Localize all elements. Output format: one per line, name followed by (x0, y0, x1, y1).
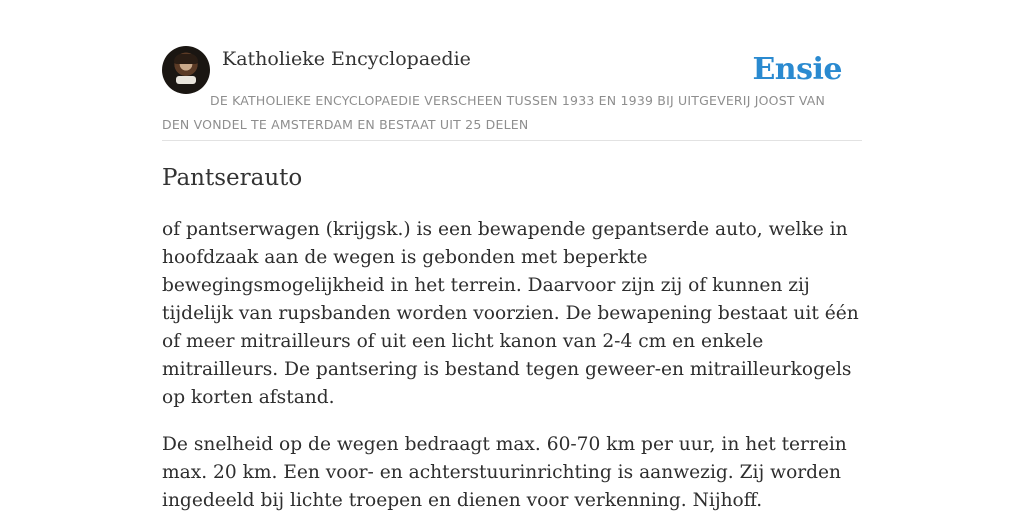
encyclopedia-avatar[interactable] (162, 46, 210, 94)
article-paragraph: De snelheid op de wegen bedraagt max. 60-70 km per uur, in het terrein max. 20 km. Een voor- en achterstuurinrichting is aanwezig. Zij worden ingedeeld bij lichte troepen en dienen voor verkenning. Nijhoff. (162, 434, 847, 511)
site-header (162, 46, 862, 141)
article-paragraph: of pantserwagen (krijgsk.) is een bewapende gepantserde auto, welke in hoofdzaak aan de wegen is gebonden met beperkte bewegingsmogelijkheid in het terrein. Daarvoor zijn zij of kunnen zij tijdelijk van rupsbanden worden voorzien. De bewapening bestaat uit één of meer mitrailleurs of uit een licht kanon van 2-4 cm en enkele mitrailleurs. De pantsering is bestand tegen geweer-en mitrailleurkogels op korten afstand. (162, 219, 859, 408)
avatar-hair (174, 54, 198, 64)
article-title: Pantserauto (162, 165, 303, 191)
encyclopedia-name-link[interactable]: Katholieke Encyclopaedie (222, 48, 471, 70)
ensie-logo-link[interactable]: Ensie (752, 52, 842, 87)
encyclopedia-description: DE KATHOLIEKE ENCYCLOPAEDIE VERSCHEEN TUSSEN 1933 EN 1939 BIJ UITGEVERIJ JOOST VAN DEN VONDEL TE AMSTERDAM EN BESTAAT UIT 25 DELEN (162, 93, 826, 132)
article (162, 160, 862, 512)
avatar-collar (176, 76, 196, 84)
